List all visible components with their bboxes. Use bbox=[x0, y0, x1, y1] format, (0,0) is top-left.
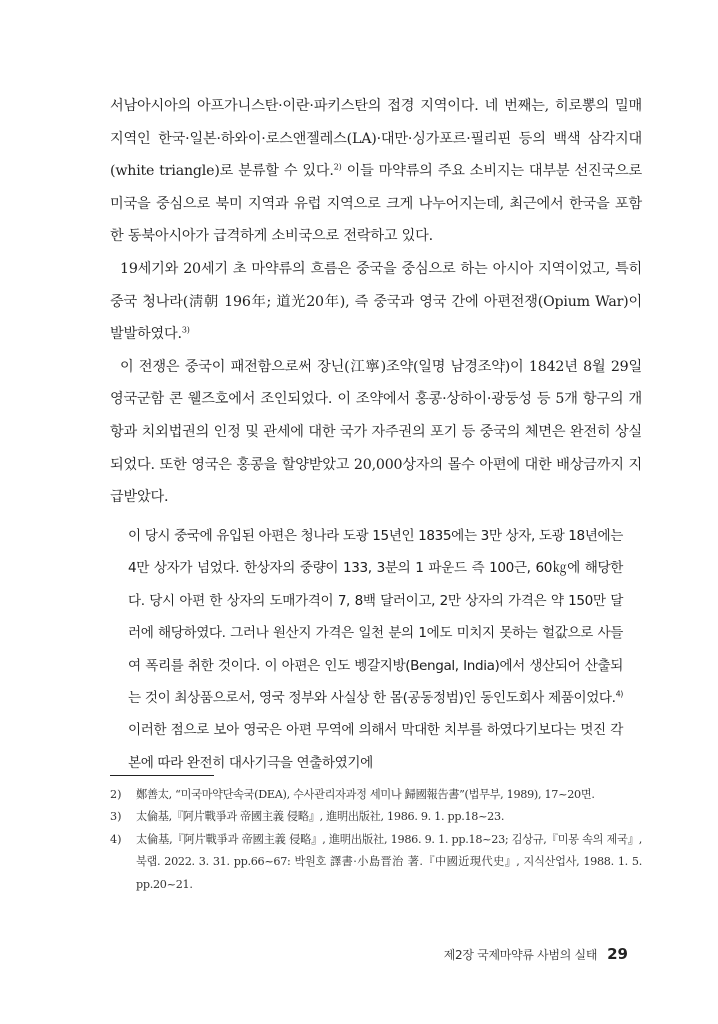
footnote-number: 4) bbox=[110, 832, 122, 846]
footnote-ref-3: 3) bbox=[181, 325, 190, 335]
footnote-number: 3) bbox=[110, 810, 122, 824]
footnote-ref-2: 2) bbox=[333, 162, 342, 172]
page-number: 29 bbox=[607, 945, 628, 963]
footnote-item bbox=[110, 806, 642, 828]
quote-paragraph bbox=[128, 520, 623, 779]
footnote-item bbox=[110, 829, 642, 896]
footnote-text: 鄭善太, “미국마약단속국(DEA), 수사관리자과정 세미나 歸國報告書”(법무부, 1989), 17~20면. bbox=[136, 788, 595, 801]
paragraph-2 bbox=[110, 253, 642, 351]
footnote-number: 2) bbox=[110, 788, 122, 801]
footnote-ref-4: 4) bbox=[615, 689, 623, 699]
footnote-divider bbox=[110, 775, 214, 776]
paragraph-3: 이 전쟁은 중국이 패전함으로써 장닌(江寧)조약(일명 남경조약)이 1842년 8월 29일 영국군함 콘 웰즈호에서 조인되었다. 이 조약에서 홍콩·상하이·광둥성 등 5개 항구의 개항과 치외법권의 인정 및 관세에 대한 국가 자주권의 포기 등 중국의 체면은 완전히 상실되었다. 또한 영국은 홍콩을 할양받았고 20,000상자의 몰수 아편에 대한 배상금까지 지급받았다. bbox=[110, 358, 642, 506]
main-text-block bbox=[110, 90, 642, 514]
paragraph-1-tail: 이들 마약류의 주요 소비지는 대부분 선진국으로 미국을 중심으로 북미 지역과 유럽 지역으로 크게 나누어지는데, 최근에서 한국을 포함한 동북아시아가 급격하게 소비국으로 전락하고 있다. bbox=[110, 163, 642, 245]
footnote-text: 太倫基,『阿片戰爭과 帝國主義 侵略』, 進明出版社, 1986. 9. 1. pp.18~23; 김상규,『미몽 속의 제국』, 북랩. 2022. 3. 31. pp.66~67: 박원호 譯書·小島晋治 著.『中國近現代史』, 지식산업사, 1988. 1. 5. pp.20~21. bbox=[136, 832, 642, 891]
running-footer bbox=[444, 945, 628, 963]
quote-text: 이 당시 중국에 유입된 아편은 청나라 도광 15년인 1835에는 3만 상자, 도광 18년에는 4만 상자가 넘었다. 한상자의 중량이 133, 3분의 1 파운드 즉 100근, 60㎏에 해당한다. 당시 아편 한 상자의 도매가격이 7, 8백 달러이고, 2만 상자의 가격은 약 150만 달러에 해당하였다. 그러나 원산지 가격은 일천 분의 1에도 미치지 못하는 헐값으로 사들여 폭리를 취한 것이다. 이 아편은 인도 벵갈지방(Bengal, India)에서 생산되어 산출되는 것이 최상품으로서, 영국 정부와 사실상 한 몸(공동정범)인 동인도회사 제품이었다. bbox=[128, 528, 623, 707]
quote-tail: 이러한 점으로 보아 영국은 아편 무역에 의해서 막대한 치부를 하였다기보다는 멋진 각본에 따라 완전히 대사기극을 연출하였기에 bbox=[128, 722, 623, 771]
paragraph-1-text: 서남아시아의 아프가니스탄·이란·파키스탄의 접경 지역이다. 네 번째는, 히로뽕의 밀매 지역인 한국·일본·하와이·로스앤젤레스(LA)·대만·싱가포르·필리핀 등의 백색 삼각지대(white triangle)로 분류할 수 있다. bbox=[110, 98, 642, 180]
footnote-text: 太倫基,『阿片戰爭과 帝國主義 侵略』, 進明出版社, 1986. 9. 1. pp.18~23. bbox=[136, 810, 505, 824]
footer-chapter-title: 제2장 국제마약류 사범의 실태 bbox=[443, 948, 598, 962]
footnotes bbox=[110, 784, 642, 896]
paragraph-2-text: 19세기와 20세기 초 마약류의 흐름은 중국을 중심으로 하는 아시아 지역이었고, 특히 중국 청나라(淸朝 196年; 道光20年), 즉 중국과 영국 간에 아편전쟁(Opium War)이 발발하였다. bbox=[110, 260, 642, 343]
footnote-item bbox=[110, 784, 642, 806]
quote-block bbox=[128, 520, 623, 779]
paragraph-1 bbox=[110, 90, 642, 253]
